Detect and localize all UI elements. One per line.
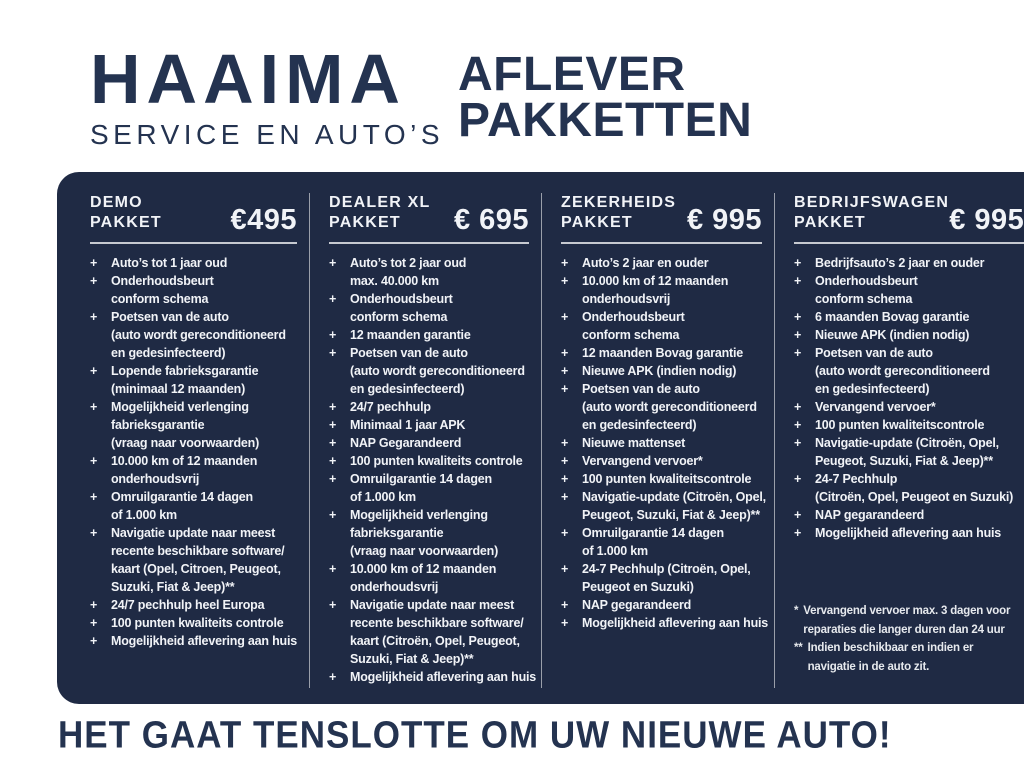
plus-icon: + bbox=[329, 256, 337, 270]
plus-icon: + bbox=[329, 454, 337, 468]
package-item bbox=[561, 596, 762, 614]
package-item bbox=[329, 668, 537, 686]
package-item bbox=[329, 470, 529, 506]
package-item bbox=[561, 488, 766, 524]
package-column-demo bbox=[90, 193, 310, 688]
plus-icon: + bbox=[794, 400, 802, 414]
package-item bbox=[794, 434, 1024, 470]
package-title-line1: DEMO bbox=[90, 194, 143, 211]
package-item-text: Navigatie-update (Citroën, Opel, Peugeot, Suzuki, Fiat & Jeep)** bbox=[815, 436, 999, 468]
package-item-list bbox=[90, 254, 297, 650]
plus-icon: + bbox=[561, 616, 569, 630]
plus-icon: + bbox=[561, 490, 569, 504]
package-item bbox=[561, 308, 762, 344]
package-price: € 695 bbox=[453, 204, 530, 236]
package-item bbox=[794, 344, 1024, 398]
package-price: € 995 bbox=[686, 204, 763, 236]
package-item-text: Navigatie update naar meest recente beschikbare software/ kaart (Citroën, Opel, Peugeot, Suzuki, Fiat & Jeep)** bbox=[350, 598, 524, 666]
package-item bbox=[561, 434, 762, 452]
plus-icon: + bbox=[329, 346, 337, 360]
package-item bbox=[561, 452, 762, 470]
plus-icon: + bbox=[90, 634, 98, 648]
packages-panel bbox=[57, 172, 1024, 704]
plus-icon: + bbox=[329, 436, 337, 450]
package-item-text: 6 maanden Bovag garantie bbox=[815, 310, 970, 324]
package-title bbox=[794, 193, 949, 233]
plus-icon: + bbox=[90, 310, 98, 324]
plus-icon: + bbox=[794, 346, 802, 360]
package-item-text: Bedrijfsauto’s 2 jaar en ouder bbox=[815, 256, 985, 270]
plus-icon: + bbox=[90, 526, 98, 540]
package-item-text: 100 punten kwaliteits controle bbox=[350, 454, 523, 468]
package-item bbox=[329, 254, 529, 290]
package-item-text: Navigatie-update (Citroën, Opel, Peugeot, Suzuki, Fiat & Jeep)** bbox=[582, 490, 766, 522]
package-item bbox=[329, 398, 529, 416]
plus-icon: + bbox=[794, 418, 802, 432]
package-item bbox=[329, 506, 529, 560]
package-item bbox=[794, 326, 1024, 344]
package-item bbox=[561, 344, 762, 362]
package-item-text: Omruilgarantie 14 dagen of 1.000 km bbox=[350, 472, 492, 504]
plus-icon: + bbox=[90, 256, 98, 270]
plus-icon: + bbox=[794, 472, 802, 486]
package-item bbox=[90, 254, 297, 272]
package-item-text: Minimaal 1 jaar APK bbox=[350, 418, 466, 432]
package-item bbox=[90, 452, 297, 488]
plus-icon: + bbox=[90, 598, 98, 612]
package-title-line1: BEDRIJFSWAGEN bbox=[794, 194, 950, 211]
package-header bbox=[90, 193, 297, 244]
plus-icon: + bbox=[90, 400, 98, 414]
footnote-marker: ** bbox=[794, 642, 803, 654]
package-item-text: Poetsen van de auto (auto wordt gereconditioneerd en gedesinfecteerd) bbox=[111, 310, 286, 360]
package-item bbox=[561, 254, 762, 272]
plus-icon: + bbox=[329, 508, 337, 522]
plus-icon: + bbox=[794, 526, 802, 540]
package-item-text: Auto’s tot 2 jaar oud max. 40.000 km bbox=[350, 256, 467, 288]
package-item bbox=[794, 398, 1024, 416]
package-item bbox=[794, 524, 1024, 542]
package-item-text: Vervangend vervoer* bbox=[815, 400, 936, 414]
package-price: € 995 bbox=[949, 204, 1024, 236]
package-item-text: Auto’s 2 jaar en ouder bbox=[582, 256, 709, 270]
package-item bbox=[794, 272, 1024, 308]
page-title-line1: AFLEVER bbox=[458, 48, 686, 101]
package-title bbox=[561, 193, 676, 233]
package-item bbox=[794, 308, 1024, 326]
package-item bbox=[329, 344, 529, 398]
package-item-text: Mogelijkheid aflevering aan huis bbox=[815, 526, 1002, 540]
package-item bbox=[561, 362, 762, 380]
package-item-text: Onderhoudsbeurt conform schema bbox=[582, 310, 685, 342]
package-item-text: 100 punten kwaliteitscontrole bbox=[815, 418, 985, 432]
package-item-text: Onderhoudsbeurt conform schema bbox=[111, 274, 214, 306]
package-item bbox=[329, 434, 529, 452]
package-item-text: Poetsen van de auto (auto wordt gereconditioneerd en gedesinfecteerd) bbox=[350, 346, 525, 396]
package-item bbox=[90, 308, 297, 362]
plus-icon: + bbox=[329, 562, 337, 576]
package-item-text: Vervangend vervoer* bbox=[582, 454, 703, 468]
package-item bbox=[90, 632, 297, 650]
package-item-text: 100 punten kwaliteits controle bbox=[111, 616, 284, 630]
package-item-text: Mogelijkheid verlenging fabrieksgarantie (vraag naar voorwaarden) bbox=[111, 400, 260, 450]
plus-icon: + bbox=[329, 328, 337, 342]
package-item bbox=[794, 416, 1024, 434]
package-item-text: Nieuwe APK (indien nodig) bbox=[815, 328, 970, 342]
plus-icon: + bbox=[90, 364, 98, 378]
plus-icon: + bbox=[561, 382, 569, 396]
package-item-text: 24-7 Pechhulp (Citroën, Opel, Peugeot en Suzuki) bbox=[815, 472, 1014, 504]
plus-icon: + bbox=[561, 436, 569, 450]
plus-icon: + bbox=[90, 490, 98, 504]
package-item bbox=[90, 488, 297, 524]
bottom-tagline: HET GAAT TENSLOTTE OM UW NIEUWE AUTO! bbox=[58, 714, 892, 757]
package-item-text: Omruilgarantie 14 dagen of 1.000 km bbox=[111, 490, 253, 522]
package-header bbox=[794, 193, 1024, 244]
package-item-text: 24-7 Pechhulp (Citroën, Opel, Peugeot en Suzuki) bbox=[582, 562, 751, 594]
package-title-line2: PAKKET bbox=[561, 214, 633, 231]
package-item-text: Navigatie update naar meest recente beschikbare software/ kaart (Opel, Citroen, Peugeot, Suzuki, Fiat & Jeep)** bbox=[111, 526, 285, 594]
package-item bbox=[329, 596, 529, 668]
footnote-text: Indien beschikbaar en indien er navigatie in de auto zit. bbox=[807, 642, 974, 673]
package-item bbox=[329, 560, 529, 596]
plus-icon: + bbox=[794, 274, 802, 288]
package-item-text: NAP gegarandeerd bbox=[582, 598, 692, 612]
footnote bbox=[794, 602, 1024, 639]
package-title-line2: PAKKET bbox=[329, 214, 401, 231]
package-price: €495 bbox=[230, 204, 298, 236]
package-title bbox=[90, 193, 162, 233]
package-title-line1: ZEKERHEIDS bbox=[561, 194, 677, 211]
package-item-text: Mogelijkheid aflevering aan huis bbox=[582, 616, 769, 630]
package-item-text: 12 maanden Bovag garantie bbox=[582, 346, 744, 360]
plus-icon: + bbox=[794, 436, 802, 450]
plus-icon: + bbox=[329, 400, 337, 414]
package-item-text: Mogelijkheid aflevering aan huis bbox=[350, 670, 537, 684]
plus-icon: + bbox=[561, 274, 569, 288]
plus-icon: + bbox=[329, 598, 337, 612]
package-item bbox=[561, 524, 762, 560]
package-item-text: NAP gegarandeerd bbox=[815, 508, 925, 522]
package-title-line2: PAKKET bbox=[794, 214, 866, 231]
package-column-dealer-xl bbox=[310, 193, 542, 688]
footnote bbox=[794, 639, 1024, 676]
package-item bbox=[90, 524, 297, 596]
package-item bbox=[794, 470, 1024, 506]
package-item bbox=[794, 254, 1024, 272]
package-header bbox=[329, 193, 529, 244]
package-item-text: 10.000 km of 12 maanden onderhoudsvrij bbox=[582, 274, 729, 306]
package-title-line2: PAKKET bbox=[90, 214, 162, 231]
package-item-list bbox=[561, 254, 769, 632]
plus-icon: + bbox=[329, 418, 337, 432]
plus-icon: + bbox=[561, 256, 569, 270]
package-item-text: Onderhoudsbeurt conform schema bbox=[815, 274, 918, 306]
plus-icon: + bbox=[561, 526, 569, 540]
package-item-text: NAP Gegarandeerd bbox=[350, 436, 462, 450]
package-item-list bbox=[794, 254, 1024, 542]
plus-icon: + bbox=[329, 472, 337, 486]
package-item bbox=[561, 560, 762, 596]
package-item-text: 24/7 pechhulp bbox=[350, 400, 431, 414]
plus-icon: + bbox=[329, 670, 337, 684]
package-item-text: Auto’s tot 1 jaar oud bbox=[111, 256, 228, 270]
package-item-text: 10.000 km of 12 maanden onderhoudsvrij bbox=[350, 562, 497, 594]
plus-icon: + bbox=[794, 310, 802, 324]
package-title-line1: DEALER XL bbox=[329, 194, 431, 211]
footnote-marker: * bbox=[794, 605, 799, 617]
package-column-zekerheids bbox=[542, 193, 775, 688]
brand-logo bbox=[90, 40, 444, 150]
package-item bbox=[329, 326, 529, 344]
package-item-text: Nieuwe APK (indien nodig) bbox=[582, 364, 737, 378]
plus-icon: + bbox=[90, 616, 98, 630]
plus-icon: + bbox=[794, 328, 802, 342]
package-item bbox=[561, 614, 769, 632]
plus-icon: + bbox=[561, 454, 569, 468]
package-item bbox=[561, 380, 762, 434]
brand-tagline: SERVICE EN AUTO’S bbox=[90, 119, 444, 150]
footnote-text: Vervangend vervoer max. 3 dagen voor reparaties die langer duren dan 24 uur bbox=[803, 605, 1011, 636]
package-item-text: Onderhoudsbeurt conform schema bbox=[350, 292, 453, 324]
plus-icon: + bbox=[561, 310, 569, 324]
package-header bbox=[561, 193, 762, 244]
plus-icon: + bbox=[561, 364, 569, 378]
package-item-text: Poetsen van de auto (auto wordt gereconditioneerd en gedesinfecteerd) bbox=[815, 346, 990, 396]
package-title bbox=[329, 193, 430, 233]
package-item-text: 12 maanden garantie bbox=[350, 328, 471, 342]
package-item bbox=[329, 290, 529, 326]
plus-icon: + bbox=[794, 256, 802, 270]
package-item bbox=[794, 506, 1024, 524]
plus-icon: + bbox=[90, 454, 98, 468]
plus-icon: + bbox=[561, 562, 569, 576]
package-item bbox=[90, 614, 297, 632]
package-item bbox=[90, 362, 297, 398]
page-title-line2: PAKKETTEN bbox=[458, 94, 753, 148]
package-item-list bbox=[329, 254, 537, 686]
package-item-text: Omruilgarantie 14 dagen of 1.000 km bbox=[582, 526, 724, 558]
package-item-text: Poetsen van de auto (auto wordt gereconditioneerd en gedesinfecteerd) bbox=[582, 382, 757, 432]
package-column-bedrijfswagen bbox=[775, 193, 1024, 688]
package-item-text: 10.000 km of 12 maanden onderhoudsvrij bbox=[111, 454, 258, 486]
package-item-text: Nieuwe mattenset bbox=[582, 436, 686, 450]
package-item bbox=[90, 398, 297, 452]
package-item bbox=[561, 272, 762, 308]
package-item bbox=[329, 452, 529, 470]
package-item-text: 24/7 pechhulp heel Europa bbox=[111, 598, 265, 612]
package-item bbox=[90, 596, 297, 614]
package-item bbox=[90, 272, 297, 308]
plus-icon: + bbox=[561, 598, 569, 612]
plus-icon: + bbox=[90, 274, 98, 288]
plus-icon: + bbox=[329, 292, 337, 306]
plus-icon: + bbox=[561, 472, 569, 486]
brand-name: HAAIMA bbox=[90, 40, 406, 118]
package-item-text: Mogelijkheid aflevering aan huis bbox=[111, 634, 298, 648]
package-item bbox=[329, 416, 529, 434]
page-title bbox=[458, 48, 753, 148]
package-item-text: Mogelijkheid verlenging fabrieksgarantie (vraag naar voorwaarden) bbox=[350, 508, 499, 558]
package-item bbox=[561, 470, 762, 488]
package-item-text: Lopende fabrieksgarantie (minimaal 12 maanden) bbox=[111, 364, 259, 396]
plus-icon: + bbox=[794, 508, 802, 522]
package-item-text: 100 punten kwaliteitscontrole bbox=[582, 472, 752, 486]
plus-icon: + bbox=[561, 346, 569, 360]
footnotes bbox=[794, 602, 1024, 676]
